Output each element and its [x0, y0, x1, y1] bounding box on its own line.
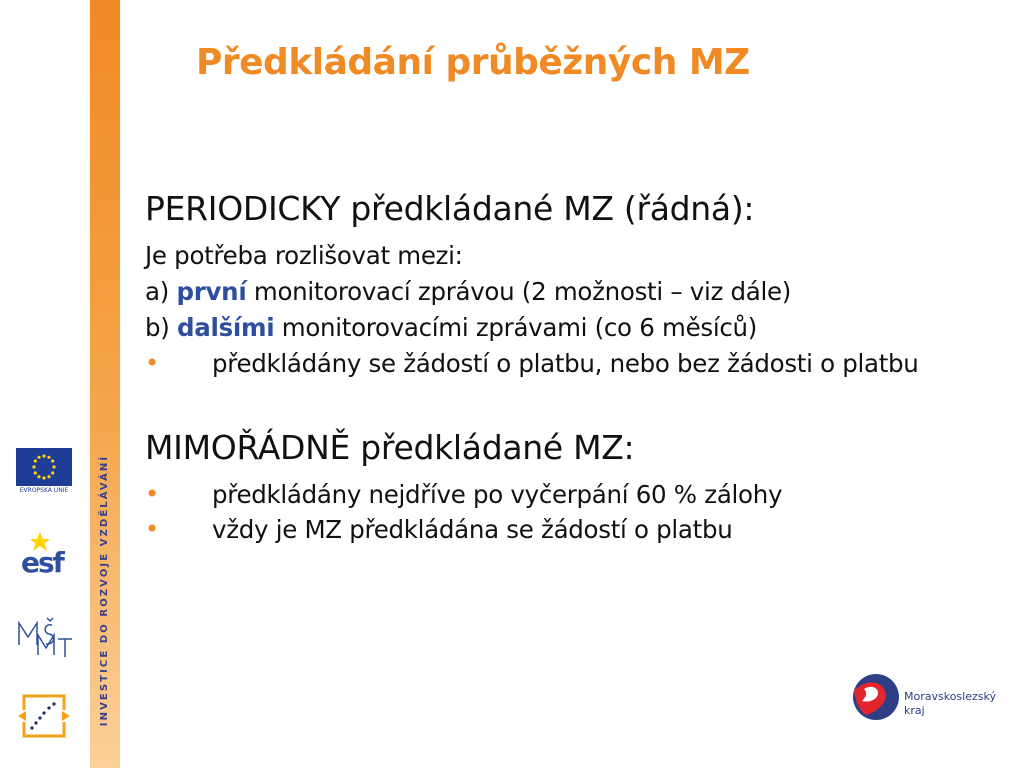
eu-flag-logo [16, 448, 72, 486]
bullet-text-2: předkládány nejdříve po vyčerpání 60 % zálohy [212, 480, 783, 509]
bullet-item-1 [145, 346, 972, 381]
kraj-name [904, 690, 996, 718]
line-a-rest: monitorovací zprávou (2 možnosti – viz dále) [253, 277, 792, 306]
kraj-name-line1: Moravskoslezský [904, 690, 996, 703]
esf-logo [20, 530, 72, 580]
line-a-keyword: první [176, 277, 247, 306]
bullet-dot: • [145, 515, 159, 543]
sidebar-vertical-text [93, 440, 117, 740]
line-b-rest: monitorovacími zprávami (co 6 měsíců) [281, 313, 757, 342]
msmt-logo [16, 615, 76, 665]
bullet-dot: • [145, 349, 159, 377]
text-line-intro: Je potřeba rozlišovat mezi: [145, 241, 463, 270]
bullet-item-2 [145, 477, 1005, 512]
text-line-b [145, 310, 1005, 346]
esf-text: esf [21, 546, 63, 576]
slide-title: Předkládání průběžných MZ [196, 42, 750, 83]
eu-stars-icon [16, 448, 72, 486]
opvk-logo [18, 692, 70, 746]
line-b-prefix: b) [145, 313, 170, 342]
kraj-name-line2: kraj [904, 704, 925, 717]
bullet-text-3: vždy je MZ předkládána se žádostí o platbu [212, 515, 733, 544]
line-a-prefix: a) [145, 277, 169, 306]
sidebar-slogan: INVESTICE DO ROZVOJE VZDĚLÁVÁNÍ [99, 454, 111, 726]
text-line-a [145, 274, 1005, 310]
slide-content [145, 188, 1005, 547]
bullet-dot: • [145, 480, 159, 508]
line-b-keyword: dalšími [177, 313, 275, 342]
eu-label: EVROPSKÁ UNIE [19, 487, 69, 494]
bullet-text-1: předkládány se žádostí o platbu, nebo bez žádosti o platbu [212, 349, 919, 378]
heading-extraordinary: MIMOŘÁDNĚ předkládané MZ: [145, 428, 635, 467]
bullet-item-3 [145, 512, 1005, 547]
moravskoslezsky-kraj-logo [850, 671, 902, 727]
heading-periodic: PERIODICKY předkládané MZ (řádná): [145, 189, 755, 228]
